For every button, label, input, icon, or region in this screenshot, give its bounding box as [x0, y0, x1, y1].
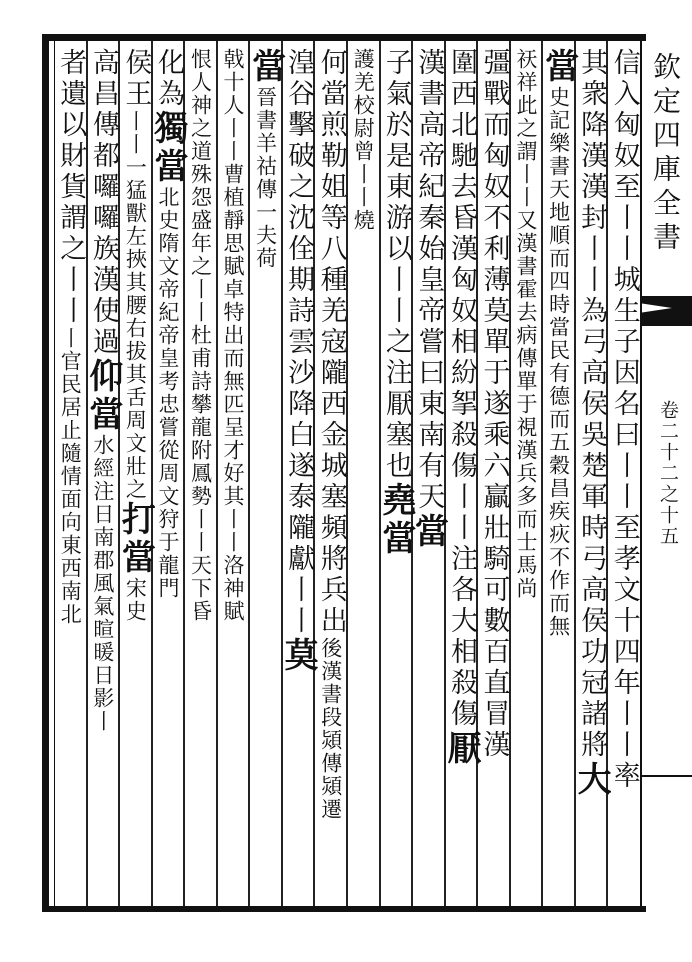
- note-text: 戟十人丨丨曹植靜思賦卓特出而無匹呈才好其丨丨洛神賦: [221, 48, 246, 623]
- heading-char: 當: [408, 513, 449, 551]
- main-text: 者遺以財貨謂之丨丨: [55, 48, 87, 327]
- heading-char: 莫: [278, 637, 319, 675]
- main-text: 化為: [152, 48, 184, 110]
- heading-char: 當: [115, 539, 156, 577]
- fish-tail-mark: [642, 296, 692, 326]
- heading-char: 當: [245, 48, 286, 86]
- frame-top-border: [42, 34, 646, 41]
- main-text: 圍西北馳去昏漢匈奴相紛挐殺傷丨丨注各大相殺傷: [445, 48, 477, 730]
- frame-left-border: [42, 34, 49, 912]
- heading-char: 厭: [440, 730, 481, 768]
- heading-char: 仰: [82, 358, 123, 396]
- main-text: 高昌傳都囉囉族漢使過: [87, 48, 119, 358]
- note-text: 水經注日南郡風氣暄暖日影丨: [90, 434, 115, 733]
- note-text: 宋史: [123, 577, 148, 623]
- note-text: 丨丨一猛獸左挾其腰右拔其舌周文壯之: [123, 110, 148, 501]
- note-text: 史記樂書天地順而四時當民有德而五穀昌疾疢不作而無: [546, 86, 571, 638]
- main-text: 何當煎勒姐等八種羌寇隴西金城塞頻將兵出: [315, 48, 347, 637]
- note-text: 後漢書段熲傳熲遷: [318, 637, 343, 821]
- heading-char: 當: [147, 148, 188, 186]
- heading-char: 堯: [375, 482, 416, 520]
- text-column: [50, 48, 90, 898]
- margin-volume-label: 卷二十二之十五: [657, 400, 679, 547]
- heading-char: 當: [375, 520, 416, 558]
- main-text: 信入匈奴至丨丨城生子因名曰丨丨至孝文十四年丨丨率: [608, 48, 640, 792]
- heading-char: 當: [82, 396, 123, 434]
- heading-char: 大: [571, 761, 612, 799]
- note-text: 丨官民居止隨情面向東西南北: [58, 327, 83, 626]
- note-text: 護羌校尉曾丨丨燒: [351, 48, 376, 232]
- main-text: 子氣於是東游以丨丨之注厭塞也: [380, 48, 412, 482]
- note-text: 祆祥此之謂丨丨又漢書霍去病傳單于視漢兵多而士馬尚: [514, 48, 539, 600]
- main-text: 其衆降漢漢封丨丨為弓高侯吳楚軍時弓高侯功冠諸將: [576, 48, 608, 761]
- main-text: 侯王: [120, 48, 152, 110]
- note-text: 晉書羊祜傳一夫荷: [253, 86, 278, 270]
- main-text: 漢書高帝紀秦始皇帝嘗曰東南有天: [413, 48, 445, 513]
- margin-rule: [642, 775, 692, 777]
- main-text: 彊戰而匈奴不利薄莫單于遂乘六贏壯騎可數百直冒漢: [478, 48, 510, 761]
- note-text: 北史隋文帝紀帝皇考忠嘗從周文狩于龍門: [155, 186, 180, 600]
- heading-char: 打: [115, 501, 156, 539]
- heading-char: 獨: [147, 110, 188, 148]
- frame-bottom-border: [42, 906, 646, 912]
- heading-char: 當: [538, 48, 579, 86]
- note-text: 恨人神之道殊怨盛年之丨丨杜甫詩攀龍附鳳勢丨丨天下昏: [188, 48, 213, 623]
- margin-book-title: 欽定四庫全書: [649, 52, 682, 256]
- main-text: 湟谷擊破之沈佺期詩雲沙降白遂泰隴獻丨丨: [283, 48, 315, 637]
